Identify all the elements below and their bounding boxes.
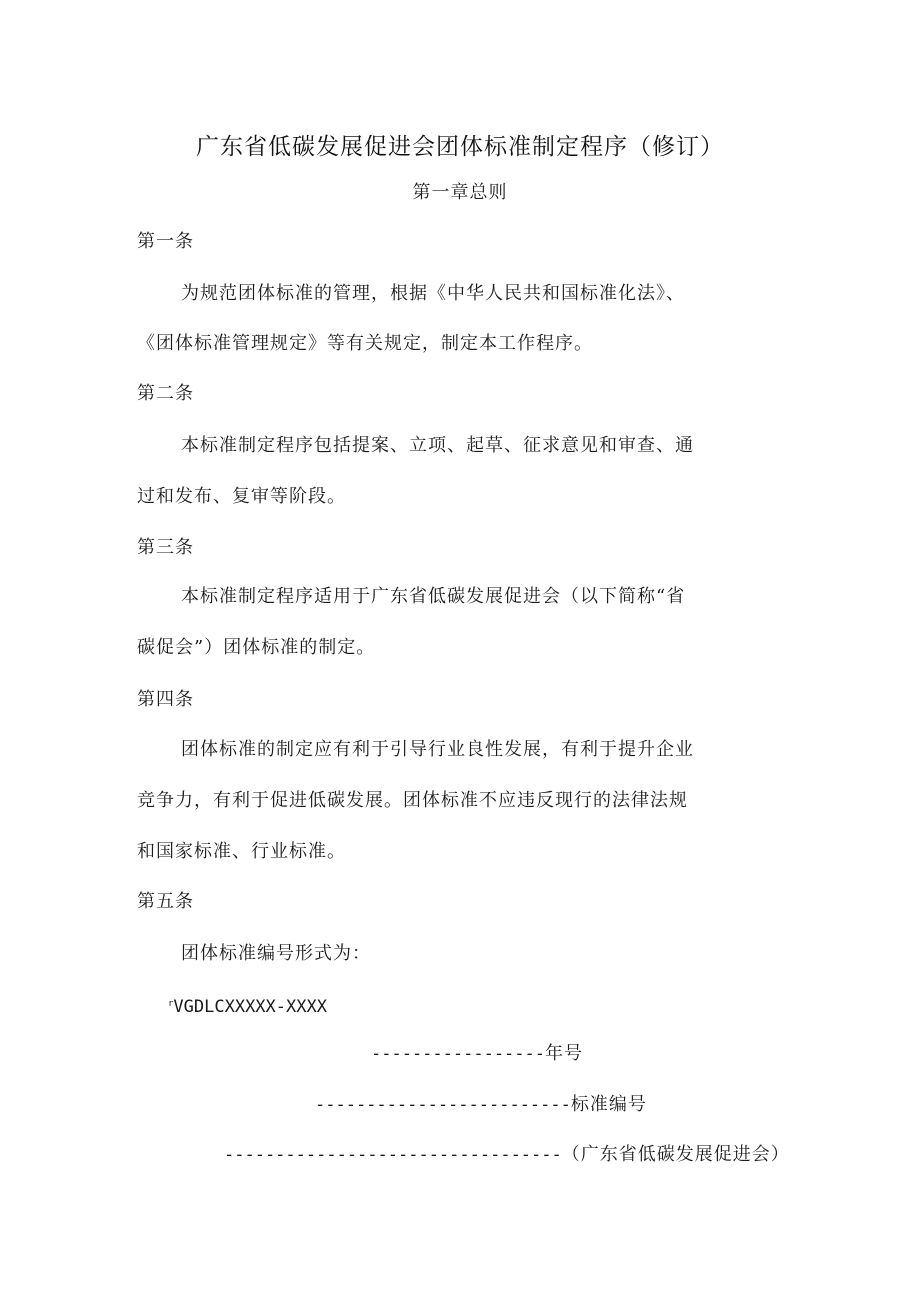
article-2-line-1: 本标准制定程序包括提案、立项、起草、征求意见和审查、通	[181, 435, 694, 456]
article-1-line-2: 《团体标准管理规定》等有关规定，制定本工作程序。	[137, 333, 593, 354]
article-heading-1: 第一条	[137, 231, 194, 252]
annotation-label: （广东省低碳发展促进会）	[561, 1144, 790, 1165]
code-annotation-number	[315, 1093, 647, 1117]
article-heading-2: 第二条	[137, 383, 194, 404]
article-4-line-1: 团体标准的制定应有利于引导行业良性发展，有利于提升企业	[181, 739, 694, 760]
article-1-line-1: 为规范团体标准的管理，根据《中华人民共和国标准化法》、	[181, 283, 685, 304]
code-annotation-year	[371, 1042, 583, 1066]
annotation-dashes: -------------------------	[315, 1095, 571, 1115]
standard-code-format	[168, 992, 327, 1019]
annotation-dashes: -----------------	[371, 1044, 545, 1064]
article-3-line-1: 本标准制定程序适用于广东省低碳发展促进会（以下简称“省	[181, 586, 686, 607]
article-3-line-2: 碳促会”）团体标准的制定。	[137, 637, 376, 658]
code-annotation-organization	[224, 1143, 790, 1167]
annotation-dashes: ---------------------------------	[224, 1145, 562, 1165]
article-2-line-2: 过和发布、复审等阶段。	[137, 486, 346, 507]
article-heading-3: 第三条	[137, 537, 194, 558]
article-heading-4: 第四条	[137, 689, 194, 710]
document-title: 广东省低碳发展促进会团体标准制定程序（修订）	[196, 134, 724, 160]
chapter-heading: 第一章总则	[412, 182, 508, 203]
article-heading-5: 第五条	[137, 891, 194, 912]
article-4-line-2: 竞争力，有利于促进低碳发展。团体标准不应违反现行的法律法规	[137, 790, 688, 811]
annotation-label: 标准编号	[570, 1094, 647, 1115]
annotation-label: 年号	[545, 1043, 583, 1064]
prefix-mark: r	[168, 999, 174, 1009]
article-5-line-1: 团体标准编号形式为：	[181, 943, 371, 964]
standard-code: VGDLCXXXXX-XXXX	[173, 997, 327, 1017]
article-4-line-3: 和国家标准、行业标准。	[137, 841, 346, 862]
